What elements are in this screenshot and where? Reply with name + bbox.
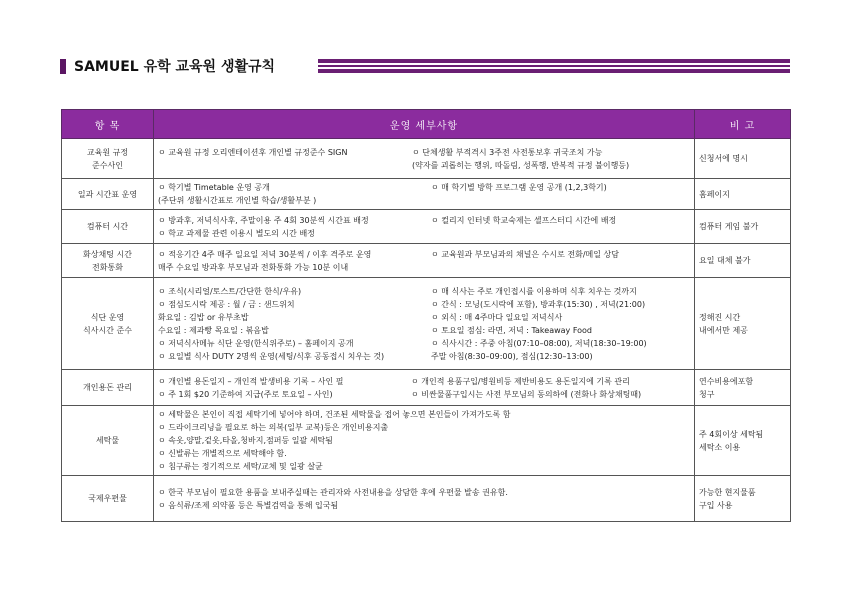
detail-line: ㅇ 주 1회 $20 기준하여 지급(주로 토요일 – 사인)	[158, 389, 333, 399]
row-note	[695, 210, 791, 244]
note-line: 가능한 현지물품	[699, 487, 756, 497]
detail-line: 수요일 : 제과빵 목요일 : 볶음밥	[158, 325, 269, 335]
detail-line: ㅇ 비싼물품구입시는 사전 부모님의 동의하에 (전화나 화상채팅때)	[411, 389, 642, 399]
detail-line: 주말 아침(8:30–09:00), 점심(12:30–13:00)	[431, 351, 593, 361]
row-note	[695, 476, 791, 522]
table-header-row	[62, 110, 791, 139]
row-detail	[154, 210, 695, 244]
detail-left-column	[158, 248, 431, 274]
row-item	[62, 370, 154, 406]
detail-line: ㅇ 학기별 Timetable 운영 공개	[158, 183, 270, 192]
row-detail	[154, 476, 695, 522]
detail-line: ㅇ 신발류는 개별적으로 세탁해야 함.	[158, 449, 287, 458]
row-detail	[154, 244, 695, 278]
detail-right-column	[431, 248, 619, 261]
detail-left-column	[158, 146, 412, 159]
item-label: 식사시간 준수	[83, 325, 132, 335]
note-line: 정해진 시간	[699, 312, 741, 322]
title-marker	[60, 59, 66, 74]
table-row	[62, 244, 791, 278]
detail-line: ㅇ 세탁물은 본인이 직접 세탁기에 넣어야 하며, 건조된 세탁물을 접어 놓으면 본인들이 가져가도록 함	[158, 410, 511, 419]
row-detail	[154, 278, 695, 370]
row-note	[695, 278, 791, 370]
detail-line: (주단위 생활시간표로 개인별 학습/생활부분 )	[158, 196, 317, 205]
detail-line: ㅇ 개인별 용돈일지 – 개인적 발생비용 기록 – 사인 필	[158, 376, 344, 386]
detail-right-column	[431, 285, 647, 363]
item-label: 화상채팅 시간	[83, 249, 132, 259]
detail-line: ㅇ 침구류는 정기적으로 세탁/교체 및 일광 살균	[158, 462, 323, 471]
detail-line: ㅇ 개인적 용품구입/병원비등 제반비용도 용돈일지에 기록 관리	[411, 376, 630, 386]
header-detail: 운영 세부사항	[154, 110, 695, 139]
note-line: 세탁소 이용	[699, 442, 741, 452]
detail-line: ㅇ 교육원과 부모님과의 채널은 수시로 전화/메일 상담	[431, 249, 619, 259]
table-row	[62, 139, 791, 179]
detail-line: ㅇ 한국 부모님이 필요한 용품을 보내주실때는 관리자와 사전내용을 상담한 후에 우편물 발송 권유함.	[158, 487, 508, 497]
detail-right-column	[411, 375, 641, 401]
detail-line: ㅇ 외식 : 매 4주마다 일요일 저녁식사	[431, 312, 563, 322]
detail-line: ㅇ 드라이크리닝을 필요로 하는 의복(일부 교복)등은 개인비용지출	[158, 423, 389, 432]
table-row	[62, 476, 791, 522]
detail-left-column	[158, 375, 411, 401]
row-item	[62, 210, 154, 244]
item-label: 컴퓨터 시간	[86, 222, 129, 231]
note-line: 홈페이지	[699, 189, 730, 199]
row-item	[62, 244, 154, 278]
row-item	[62, 476, 154, 522]
header-item: 항 목	[62, 110, 154, 139]
table-row	[62, 278, 791, 370]
detail-line: ㅇ 토요일 점심: 라면, 저녁 : Takeaway Food	[431, 325, 593, 335]
detail-line: ㅇ 컬리지 인터넷 학교숙제는 셀프스터디 시간에 배정	[431, 215, 617, 225]
row-item	[62, 406, 154, 476]
table-body	[62, 139, 791, 522]
title-decoration-lines	[318, 59, 790, 74]
row-note	[695, 244, 791, 278]
detail-line: 매주 수요일 방과후 부모님과 전화통화 가능 10분 이내	[158, 262, 349, 272]
row-detail	[154, 370, 695, 406]
item-label: 세탁물	[95, 436, 120, 445]
header-note: 비 고	[695, 110, 791, 139]
item-label: 준수사인	[92, 160, 123, 170]
table-row	[62, 179, 791, 210]
detail-line: ㅇ 매 식사는 주로 개인접시를 이용하며 식후 치우는 것까지	[431, 286, 637, 296]
row-note	[695, 370, 791, 406]
detail-right-column	[412, 146, 629, 172]
detail-line: ㅇ 학교 과제물 관련 이용시 별도의 시간 배정	[158, 228, 315, 238]
note-line: 신청서에 명시	[699, 154, 748, 163]
item-label: 전화통화	[92, 262, 123, 272]
row-detail	[154, 139, 695, 179]
detail-right-column	[431, 214, 616, 227]
detail-line: ㅇ 간식 : 모닝(도시락에 포함), 방과후(15:30) , 저녁(21:00)	[431, 299, 646, 309]
note-line: 내에서만 제공	[699, 325, 748, 335]
detail-line: ㅇ 매 학기별 방학 프로그램 운영 공개 (1,2,3학기)	[431, 183, 607, 192]
item-label: 국제우편물	[88, 494, 127, 503]
item-label: 식단 운영	[90, 312, 125, 322]
detail-line: ㅇ 단체생활 부적격시 3주전 사전통보후 귀국조치 가능	[412, 147, 603, 157]
detail-left-column	[158, 285, 431, 363]
item-label: 일과 시간표 운영	[77, 189, 138, 199]
table-row	[62, 210, 791, 244]
detail-line: 화요일 : 김밥 or 유부초밥	[158, 312, 249, 322]
row-note	[695, 179, 791, 210]
note-line: 연수비용에포함	[699, 376, 754, 386]
rules-table	[61, 109, 791, 522]
detail-line: ㅇ 조식(시리얼/토스트/간단한 한식/우유)	[158, 286, 302, 296]
table-row	[62, 406, 791, 476]
row-note	[695, 139, 791, 179]
detail-line: ㅇ 교육원 규정 오리엔테이션후 개인별 규정준수 SIGN	[158, 147, 348, 157]
row-detail	[154, 179, 695, 210]
item-label: 개인용돈 관리	[83, 383, 132, 392]
detail-left-column	[158, 181, 431, 207]
note-line: 구입 사용	[699, 500, 733, 510]
detail-left-column	[158, 214, 431, 240]
item-label: 교육원 규정	[86, 147, 129, 157]
row-item	[62, 278, 154, 370]
detail-line: ㅇ 적응기간 4주 매주 일요일 저녁 30분씩 / 이후 격주로 운영	[158, 249, 372, 259]
detail-line: ㅇ 저녁식사메뉴 식단 운영(한식위주로) – 홈페이지 공개	[158, 338, 354, 348]
table-row	[62, 370, 791, 406]
row-note	[695, 406, 791, 476]
note-line: 컴퓨터 게임 불가	[699, 222, 759, 231]
detail-line: ㅇ 음식류/조제 의약품 등은 특별검역을 통해 입국됨	[158, 500, 339, 510]
detail-line: ㅇ 식사시간 : 주중 아침(07:10–08:00), 저녁(18:30–19:00)	[431, 338, 647, 348]
row-item	[62, 179, 154, 210]
detail-line: (약자를 괴롭히는 행위, 따돌림, 성폭행, 반복적 규정 불이행등)	[412, 160, 630, 170]
detail-right-column	[431, 181, 607, 194]
row-item	[62, 139, 154, 179]
detail-line: ㅇ 점심도시락 제공 : 월 / 금 : 샌드위치	[158, 299, 295, 309]
row-detail	[154, 406, 695, 476]
detail-line: ㅇ 방과후, 저녁식사후, 주말이용 주 4회 30분씩 시간표 배정	[158, 215, 369, 225]
note-line: 주 4회이상 세탁됨	[699, 429, 764, 439]
page-title: SAMUEL 유학 교육원 생활규칙	[74, 59, 276, 75]
note-line: 요일 대체 불가	[699, 256, 751, 265]
note-line: 청구	[699, 389, 715, 399]
detail-line: ㅇ 속옷,양말,겉옷,타올,청바지,점퍼등 일괄 세탁됨	[158, 436, 333, 445]
page-header	[60, 55, 790, 77]
detail-line: ㅇ 요일별 식사 DUTY 2명씩 운영(세팅/식후 공동접시 치우는 것)	[158, 351, 385, 361]
